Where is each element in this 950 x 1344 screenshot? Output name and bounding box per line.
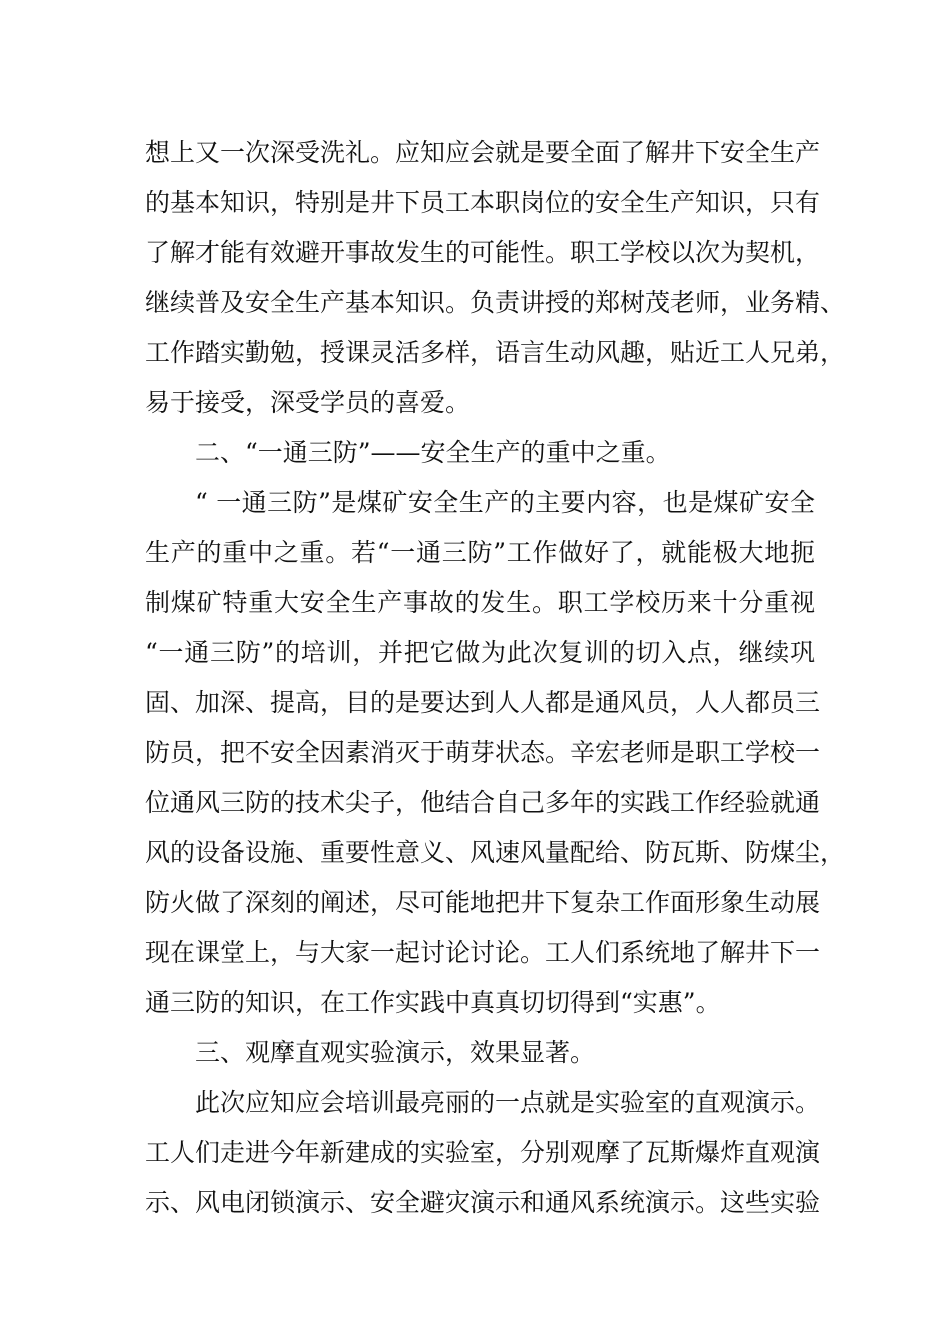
text-line: 防员，把不安全因素消灭于萌芽状态。辛宏老师是职工学校一 [145, 738, 821, 767]
text-line: 此次应知应会培训最亮丽的一点就是实验室的直观演示。 [195, 1088, 821, 1117]
text-line: 的基本知识，特别是井下员工本职岗位的安全生产知识，只有 [145, 188, 821, 217]
text-line: 固、加深、提高，目的是要达到人人都是通风员，人人都员三 [145, 688, 821, 717]
text-line: 防火做了深刻的阐述，尽可能地把井下复杂工作面形象生动展 [145, 888, 821, 917]
body-text [145, 128, 846, 1228]
text-line: 生产的重中之重。若“一通三防”工作做好了，就能极大地扼 [145, 538, 815, 567]
text-line: “ 一通三防”是煤矿安全生产的主要内容，也是煤矿安全 [195, 488, 815, 517]
text-line: 风的设备设施、重要性意义、风速风量配给、防瓦斯、防煤尘， [145, 838, 846, 867]
text-line: 继续普及安全生产基本知识。负责讲授的郑树茂老师，业务精、 [145, 288, 846, 317]
text-line: 现在课堂上，与大家一起讨论讨论。工人们系统地了解井下一 [145, 938, 821, 967]
section-heading: 二、“一通三防”——安全生产的重中之重。 [195, 438, 671, 467]
section-heading: 三、观摩直观实验演示，效果显著。 [195, 1038, 596, 1067]
text-line: “一通三防”的培训，并把它做为此次复训的切入点，继续巩 [145, 638, 815, 667]
text-line: 想上又一次深受洗礼。应知应会就是要全面了解井下安全生产 [145, 138, 821, 167]
text-line: 通三防的知识，在工作实践中真真切切得到“实惠”。 [145, 988, 721, 1017]
text-line: 工人们走进今年新建成的实验室，分别观摩了瓦斯爆炸直观演 [145, 1138, 821, 1167]
text-line: 示、风电闭锁演示、安全避灾演示和通风系统演示。这些实验 [145, 1188, 821, 1217]
text-line: 易于接受，深受学员的喜爱。 [145, 388, 471, 417]
text-line: 工作踏实勤勉，授课灵活多样，语言生动风趣，贴近工人兄弟， [145, 338, 846, 367]
text-line: 位通风三防的技术尖子，他结合自己多年的实践工作经验就通 [145, 788, 821, 817]
text-line: 制煤矿特重大安全生产事故的发生。职工学校历来十分重视 [145, 588, 815, 617]
text-line: 了解才能有效避开事故发生的可能性。职工学校以次为契机， [145, 238, 821, 267]
